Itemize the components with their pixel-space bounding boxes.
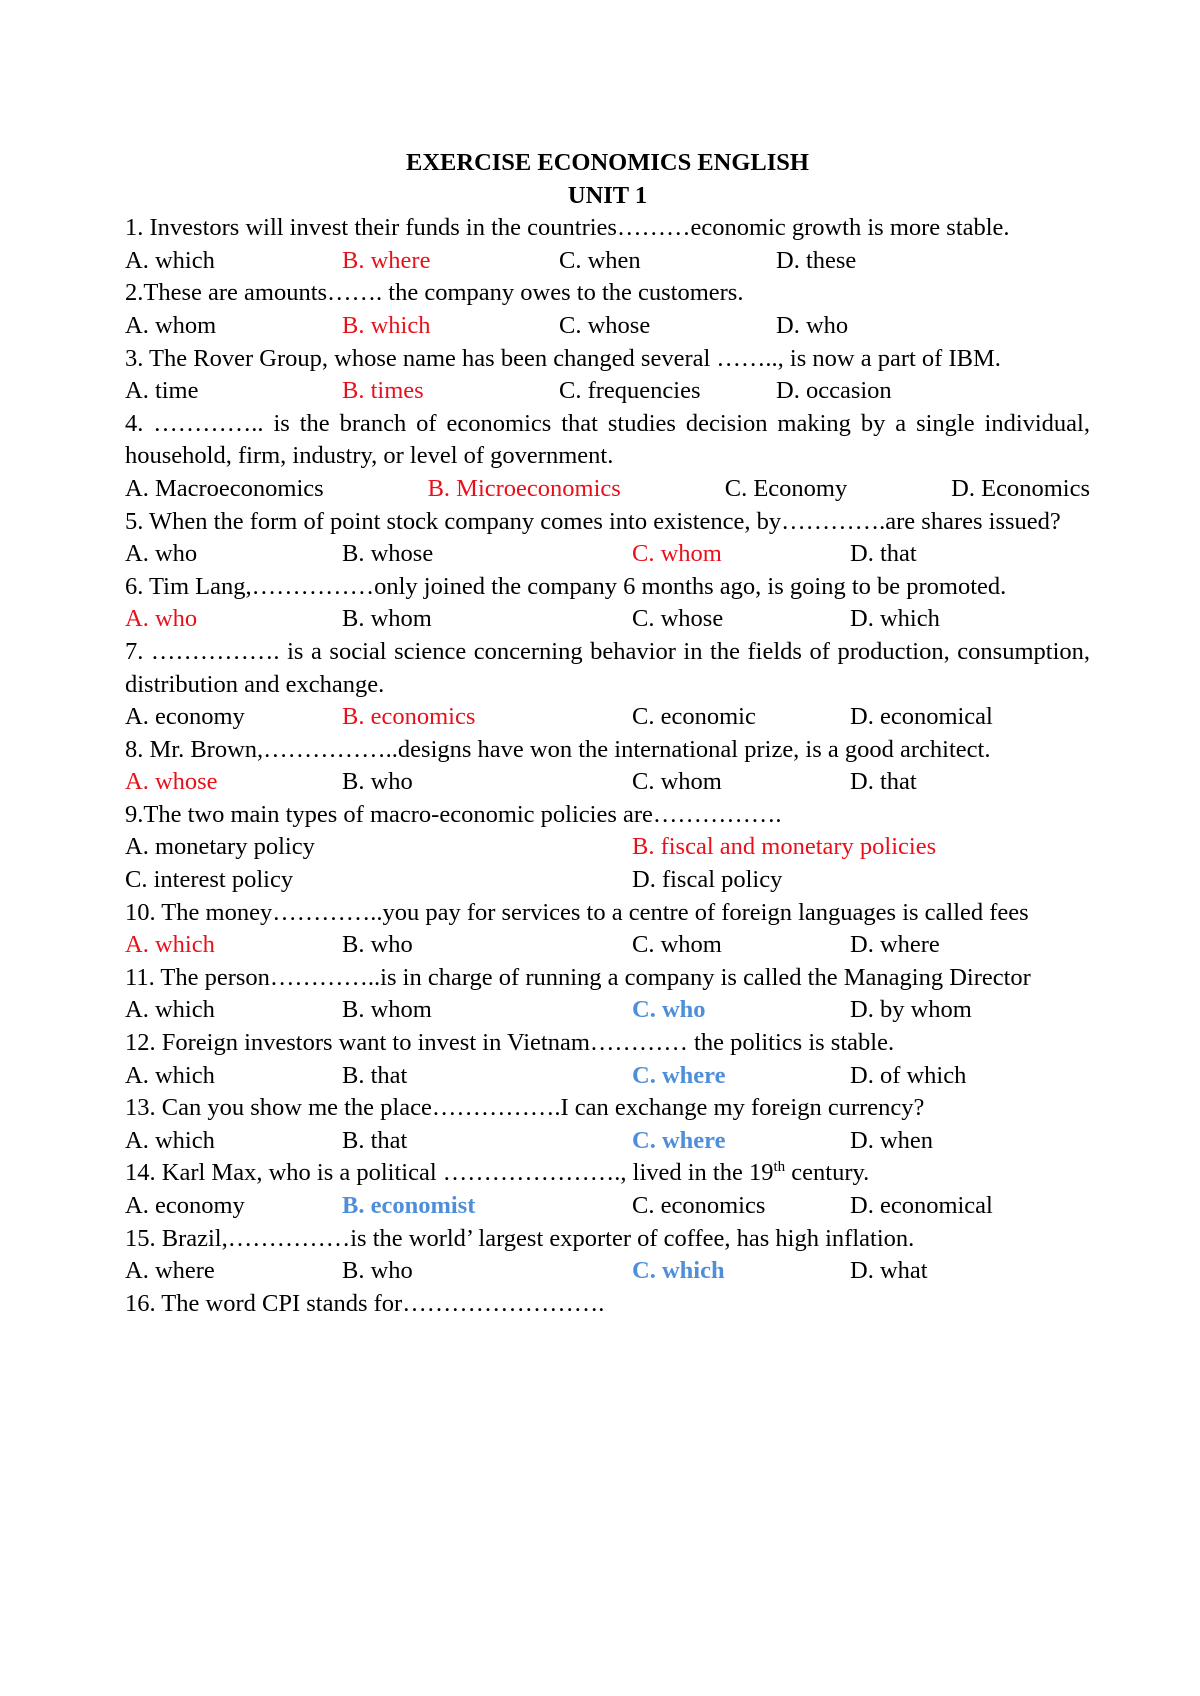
option-c-answer: C. where — [632, 1061, 726, 1089]
option-c: C. whom — [632, 931, 722, 959]
question-14 — [125, 1157, 1090, 1190]
question-6: 6. Tim Lang,……………only joined the company 6 months ago, is going to be promoted. — [125, 572, 1007, 600]
option-a-answer: A. whose — [125, 768, 218, 796]
option-b-answer: B. Microeconomics — [427, 474, 621, 502]
option-c-answer: C. who — [632, 996, 706, 1024]
question-5: 5. When the form of point stock company comes into existence, by………….are shares issued? — [125, 507, 1061, 535]
option-c: C. economic — [632, 703, 756, 731]
options-2 — [125, 310, 1090, 343]
option-d: D. that — [850, 768, 917, 796]
option-a: A. which — [125, 1126, 215, 1154]
option-b-answer: B. where — [342, 246, 431, 274]
option-d: D. economical — [850, 703, 993, 731]
options-7 — [125, 701, 1090, 734]
options-4 — [125, 473, 1090, 506]
options-8 — [125, 766, 1090, 799]
option-b: B. that — [342, 1061, 408, 1089]
option-b: B. that — [342, 1126, 408, 1154]
option-d: D. where — [850, 931, 940, 959]
option-b-answer: B. economics — [342, 703, 476, 731]
option-a: A. Macroeconomics — [125, 474, 324, 502]
question-3: 3. The Rover Group, whose name has been changed several …….., is now a part of IBM. — [125, 344, 1001, 372]
options-10 — [125, 929, 1090, 962]
option-d: D. these — [776, 246, 857, 274]
option-d: D. by whom — [850, 996, 972, 1024]
option-c: C. whose — [559, 311, 651, 339]
option-a: A. economy — [125, 703, 245, 731]
option-d: D. of which — [850, 1061, 967, 1089]
ordinal-superscript: th — [773, 1159, 786, 1176]
option-d: D. occasion — [776, 377, 892, 405]
question-9: 9.The two main types of macro-economic policies are……………. — [125, 800, 782, 828]
option-a: A. which — [125, 996, 215, 1024]
option-a-answer: A. who — [125, 605, 198, 633]
option-a: A. economy — [125, 1192, 245, 1219]
option-a: A. monetary policy — [125, 833, 315, 861]
question-15: 15. Brazil,……………is the world’ largest exporter of coffee, has high inflation. — [125, 1224, 915, 1252]
document-title: EXERCISE ECONOMICS ENGLISH — [406, 149, 809, 176]
option-c: C. when — [559, 246, 641, 274]
question-12: 12. Foreign investors want to invest in Vietnam………… the politics is stable. — [125, 1029, 895, 1057]
options-15 — [125, 1255, 1090, 1288]
option-b: B. whom — [342, 605, 432, 633]
option-a: A. which — [125, 1061, 215, 1089]
option-a: A. time — [125, 377, 199, 405]
options-14 — [125, 1190, 1090, 1223]
option-a-answer: A. which — [125, 931, 215, 959]
options-9-row-1 — [125, 831, 1090, 864]
option-a: A. where — [125, 1257, 215, 1285]
option-b-answer: B. economist — [342, 1192, 476, 1219]
question-4: 4. ………….. is the branch of economics that studies decision making by a single individual, household, firm, industry, or level of government. — [125, 409, 1090, 470]
option-a: A. whom — [125, 311, 217, 339]
question-14-text: 14. Karl Max, who is a political …………………., lived in the 19 — [125, 1159, 774, 1187]
question-14-text-end: century. — [785, 1159, 870, 1187]
option-c: C. whose — [632, 605, 724, 633]
option-c: C. interest policy — [125, 866, 294, 894]
option-d: D. fiscal policy — [632, 866, 783, 894]
question-11: 11. The person…………..is in charge of running a company is called the Managing Director — [125, 963, 1031, 991]
option-b-answer: B. fiscal and monetary policies — [632, 833, 937, 861]
document-page — [125, 147, 1090, 1320]
option-a: A. which — [125, 246, 215, 274]
option-d: D. which — [850, 605, 940, 633]
options-6 — [125, 603, 1090, 636]
question-8: 8. Mr. Brown,……………..designs have won the international prize, is a good architect. — [125, 735, 991, 763]
option-d: D. when — [850, 1126, 934, 1154]
option-d: D. what — [850, 1257, 928, 1285]
question-2: 2.These are amounts……. the company owes to the customers. — [125, 279, 744, 307]
question-10: 10. The money…………..you pay for services to a centre of foreign languages is called fees — [125, 898, 1029, 926]
option-c-answer: C. where — [632, 1126, 726, 1154]
unit-heading: UNIT 1 — [567, 181, 648, 209]
options-3 — [125, 375, 1090, 408]
option-b: B. who — [342, 768, 413, 796]
question-13: 13. Can you show me the place…………….I can exchange my foreign currency? — [125, 1094, 925, 1122]
options-9-row-2 — [125, 864, 1090, 897]
option-d: D. that — [850, 540, 917, 568]
option-c-answer: C. whom — [632, 540, 722, 568]
question-16: 16. The word CPI stands for……………………. — [125, 1289, 605, 1317]
option-b: B. whose — [342, 540, 434, 568]
option-b: B. whom — [342, 996, 432, 1024]
option-b-answer: B. times — [342, 377, 424, 405]
option-c-answer: C. which — [632, 1257, 725, 1285]
option-d: D. economical — [850, 1192, 993, 1219]
options-5 — [125, 538, 1090, 571]
option-c: C. economics — [632, 1192, 766, 1219]
option-b-answer: B. which — [342, 311, 431, 339]
question-7: 7. ……………. is a social science concerning behavior in the fields of production, consumption, distribution and exchange. — [125, 637, 1090, 698]
options-1 — [125, 245, 1090, 278]
option-c: C. frequencies — [559, 377, 701, 405]
options-12 — [125, 1060, 1090, 1093]
option-b: B. who — [342, 1257, 413, 1285]
options-13 — [125, 1125, 1090, 1158]
option-c: C. whom — [632, 768, 722, 796]
option-b: B. who — [342, 931, 413, 959]
option-a: A. who — [125, 540, 198, 568]
option-c: C. Economy — [724, 474, 848, 502]
options-11 — [125, 994, 1090, 1027]
question-1: 1. Investors will invest their funds in the countries………economic growth is more stable. — [125, 214, 1010, 242]
option-d: D. Economics — [951, 474, 1090, 502]
option-d: D. who — [776, 311, 849, 339]
